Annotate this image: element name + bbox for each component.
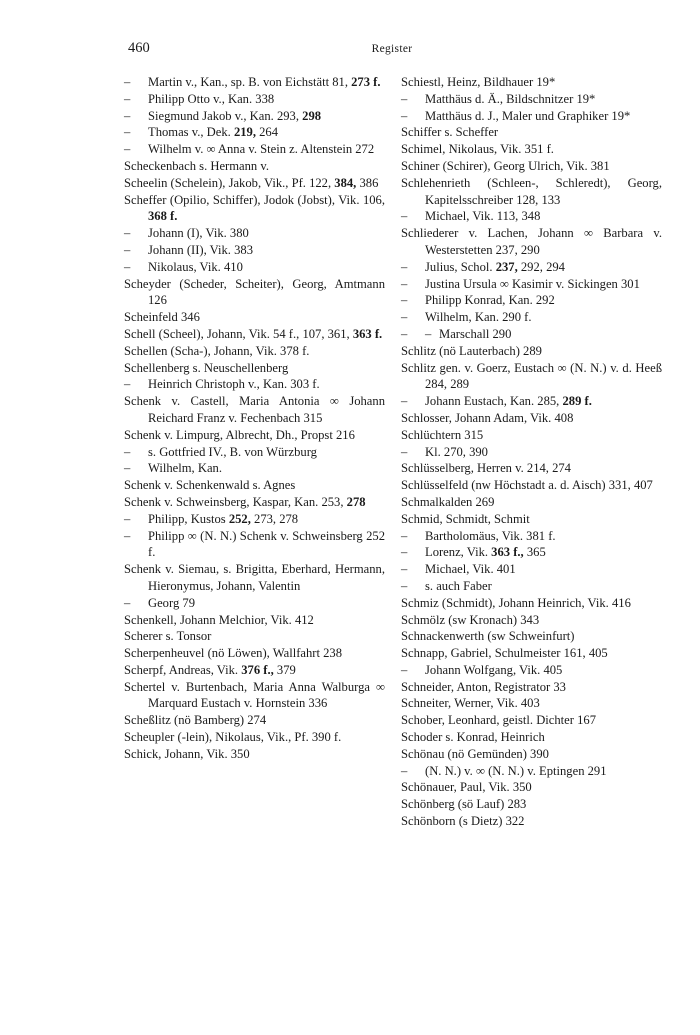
entry-text: Scheffer (Opilio, Schiffer), Jodok (Jobst), Vik. 106, [124,192,385,207]
entry-dash: – [401,763,408,778]
entry-page-ref-main: 368 f. [148,209,178,224]
index-entry [401,292,662,309]
entry-text: Schenk v. Limpurg, Albrecht, Dh., Propst 216 [124,427,355,442]
index-entry [124,276,385,310]
entry-text: Johann Eustach, Kan. 285, [425,394,563,409]
entry-text: Schönborn (s Dietz) 322 [401,814,525,829]
entry-text: Scherpenheuvel (nö Löwen), Wallfahrt 238 [124,646,343,661]
entry-dash: – [401,259,408,274]
entry-dash: – [401,293,408,308]
entry-text: Philipp, Kustos [148,511,229,526]
entry-page-ref-main: 376 f., [241,662,274,677]
entry-dash: – [124,125,131,140]
entry-text: Schneiter, Werner, Vik. 403 [401,696,540,711]
entry-dash: – [425,326,432,341]
entry-dash: – [124,259,131,274]
entry-text: Schlehenrieth (Schleen-, Schleredt), Georg, Kapitelsschreiber 128, 133 [401,175,662,207]
index-entry [401,695,662,712]
entry-dash: – [401,562,408,577]
entry-text: Scheinfeld 346 [124,310,200,325]
entry-text: Schmölz (sw Kronach) 343 [401,612,540,627]
index-entry [401,494,662,511]
index-entry [124,444,385,461]
running-title: Register [371,43,413,55]
entry-page-ref-main: 237, [495,259,518,274]
entry-text: Schenkell, Johann Melchior, Vik. 412 [124,612,314,627]
index-entry [401,763,662,780]
entry-dash: – [124,142,131,157]
index-entry [124,343,385,360]
entry-text: Schenk v. Siemau, s. Brigitta, Eberhard, Hermann, Hieronymus, Johann, Valentin [124,562,385,593]
index-entry [124,460,385,477]
index-entry [124,528,385,562]
entry-dash: – [124,461,131,476]
index-entry [124,158,385,175]
entry-dash: – [124,528,131,543]
index-entry [401,679,662,696]
entry-text: Schlüsselberg, Herren v. 214, 274 [401,461,571,476]
entry-text: Martin v., Kan., sp. B. von Eichstätt 81, [148,75,352,89]
index-entry [124,376,385,393]
index-entry [401,108,662,125]
index-entry [401,544,662,561]
index-entry [401,444,662,461]
entry-text: Schmid, Schmidt, Schmit [401,511,530,526]
entry-text: Schellenberg s. Neuschellenberg [124,360,289,375]
entry-text: Marschall 290 [439,326,512,341]
entry-text: Johann Wolfgang, Vik. 405 [425,662,563,677]
entry-text: Schönberg (sö Lauf) 283 [401,797,527,812]
index-entry [401,712,662,729]
index-entry [124,393,385,427]
entry-text: (N. N.) v. ∞ (N. N.) v. Eptingen 291 [425,763,607,778]
entry-text: Wilhelm v. ∞ Anna v. Stein z. Altenstein 272 [148,142,375,157]
entry-dash: – [401,276,408,291]
entry-text: Schlitz gen. v. Goerz, Eustach ∞ (N. N.) v. d. Heeß 284, 289 [401,360,662,392]
page-number: 460 [128,40,150,56]
index-entry [401,343,662,360]
index-entry [401,477,662,494]
entry-text: Schönau (nö Gemünden) 390 [401,746,549,761]
entry-dash: – [124,595,131,610]
entry-text: Schiestl, Heinz, Bildhauer 19* [401,75,556,89]
index-entry [401,645,662,662]
entry-page-ref-main: 252, [228,511,251,526]
entry-dash: – [124,108,131,123]
entry-page-ref-main: 278 [346,494,366,509]
entry-text: Schlosser, Johann Adam, Vik. 408 [401,410,574,425]
index-entry [124,612,385,629]
index-entry [401,779,662,796]
entry-text: Schnapp, Gabriel, Schulmeister 161, 405 [401,646,608,661]
entry-page-ref-main: 289 f. [562,394,592,409]
index-entry [124,91,385,108]
entry-page-ref-main: 298 [302,108,322,123]
entry-text: Scheupler (-lein), Nikolaus, Vik., Pf. 390 f. [124,730,342,745]
entry-text: Johann (II), Vik. 383 [148,242,253,257]
index-entry [401,309,662,326]
index-entry [401,612,662,629]
index-entry [124,225,385,242]
entry-dash: – [401,91,408,106]
entry-text: Michael, Vik. 401 [425,562,516,577]
entry-text: s. Gottfried IV., B. von Würzburg [148,444,317,459]
entry-text: Scherer s. Tonsor [124,629,212,644]
entry-text: Thomas v., Dek. [148,125,234,140]
index-entry [401,746,662,763]
entry-text: Schönauer, Paul, Vik. 350 [401,780,532,795]
entry-text: Schiner (Schirer), Georg Ulrich, Vik. 381 [401,158,610,173]
index-column-right [401,74,662,830]
index-entry [124,175,385,192]
entry-text: 264 [255,125,279,140]
entry-text: Schimel, Nikolaus, Vik. 351 f. [401,142,554,157]
entry-dash: – [401,444,408,459]
entry-text: Schlüsselfeld (nw Höchstadt a. d. Aisch) 331, 407 [401,478,653,493]
entry-page-ref-main: 384, [334,175,357,190]
entry-page-ref-main: 363 f. [352,326,383,341]
index-entry [124,746,385,763]
entry-text: Scheßlitz (nö Bamberg) 274 [124,713,267,728]
entry-page-ref-main: 219, [233,125,256,140]
index-entry [401,628,662,645]
entry-dash: – [401,662,408,677]
entry-text: Matthäus d. Ä., Bildschnitzer 19* [425,91,596,106]
entry-text: 386 [356,175,379,190]
index-entry [401,259,662,276]
entry-dash: – [401,326,408,341]
entry-dash: – [401,528,408,543]
index-entry [124,360,385,377]
index-entry [124,712,385,729]
index-entry [401,175,662,209]
index-entry [401,427,662,444]
entry-dash: – [124,377,131,392]
index-entry [124,192,385,226]
index-entry [401,511,662,528]
entry-text: Justina Ursula ∞ Kasimir v. Sickingen 301 [425,276,640,291]
entry-text: Schmiz (Schmidt), Johann Heinrich, Vik. 416 [401,595,631,610]
index-entry [401,813,662,830]
entry-text: Heinrich Christoph v., Kan. 303 f. [148,377,320,392]
entry-dash: – [124,444,131,459]
entry-text: Philipp ∞ (N. N.) Schenk v. Schweinsberg 252 f. [148,528,385,560]
index-entry [124,108,385,125]
index-entry [124,259,385,276]
index-entry [124,326,385,343]
index-column-left [124,74,385,763]
entry-dash: – [401,108,408,123]
entry-text: Schober, Leonhard, geistl. Dichter 167 [401,713,596,728]
entry-text: Schneider, Anton, Registrator 33 [401,679,566,694]
index-entry [401,460,662,477]
index-entry [401,578,662,595]
entry-page-ref-main: 363 f., [491,545,524,560]
entry-text: Lorenz, Vik. [425,545,492,560]
index-entry [401,729,662,746]
index-entry [124,124,385,141]
entry-text: 365 [523,545,546,560]
index-entry [124,494,385,511]
index-entry [401,393,662,410]
entry-text: 379 [273,662,296,677]
entry-text: Schenk v. Schenkenwald s. Agnes [124,478,296,493]
entry-text: Nikolaus, Vik. 410 [148,259,243,274]
entry-dash: – [124,75,131,89]
index-entry [124,477,385,494]
index-entry [401,528,662,545]
entry-dash: – [124,242,131,257]
entry-text: Bartholomäus, Vik. 381 f. [425,528,556,543]
index-entry [401,561,662,578]
entry-text: Schmalkalden 269 [401,494,495,509]
entry-text: Kl. 270, 390 [425,444,488,459]
entry-dash: – [401,545,408,560]
entry-text: Schnackenwerth (sw Schweinfurt) [401,629,575,644]
index-entry [124,141,385,158]
entry-dash: – [401,394,408,409]
entry-dash: – [124,226,131,241]
entry-text: Scheyder (Scheder, Scheiter), Georg, Amtmann 126 [124,276,385,308]
entry-text: Wilhelm, Kan. 290 f. [425,310,532,325]
entry-text: s. auch Faber [425,578,492,593]
entry-dash: – [401,578,408,593]
entry-text: Scherpf, Andreas, Vik. [124,662,242,677]
index-entry [401,91,662,108]
entry-text: 273, 278 [250,511,299,526]
index-entry [401,360,662,394]
index-entry [401,208,662,225]
entry-text: Schoder s. Konrad, Heinrich [401,730,545,745]
entry-text: Georg 79 [148,595,195,610]
index-entry [124,242,385,259]
entry-text: Michael, Vik. 113, 348 [425,209,541,224]
index-entry [401,276,662,293]
entry-text: Siegmund Jakob v., Kan. 293, [148,108,303,123]
index-entry [124,679,385,713]
index-entry [401,225,662,259]
entry-text: Scheckenbach s. Hermann v. [124,158,270,173]
entry-text: Matthäus d. J., Maler und Graphiker 19* [425,108,631,123]
index-entry [401,595,662,612]
index-entry [124,74,385,91]
entry-text: Schlüchtern 315 [401,427,484,442]
index-entry [401,326,662,343]
entry-text: Philipp Konrad, Kan. 292 [425,293,555,308]
entry-text: Schlitz (nö Lauterbach) 289 [401,343,542,358]
index-entry [401,124,662,141]
index-entry [124,645,385,662]
entry-text: Johann (I), Vik. 380 [148,226,249,241]
entry-text: Schliederer v. Lachen, Johann ∞ Barbara v. Westerstetten 237, 290 [401,226,662,257]
entry-text: Schiffer s. Scheffer [401,125,499,140]
index-entry [124,511,385,528]
entry-text: Schertel v. Burtenbach, Maria Anna Walburga ∞ Marquard Eustach v. Hornstein 336 [124,679,385,711]
entry-text: 292, 294 [517,259,565,274]
index-entry [401,74,662,91]
index-entry [124,729,385,746]
entry-text: Schenk v. Schweinsberg, Kaspar, Kan. 253, [124,494,347,509]
entry-dash: – [401,209,408,224]
index-entry [124,427,385,444]
index-entry [124,309,385,326]
entry-dash: – [401,310,408,325]
entry-text: Schenk v. Castell, Maria Antonia ∞ Johann Reichard Franz v. Fechenbach 315 [124,394,385,425]
index-entry [401,796,662,813]
entry-page-ref-main: 273 f. [351,75,381,89]
entry-dash: – [124,511,131,526]
entry-text: Julius, Schol. [425,259,496,274]
index-entry [401,410,662,427]
index-entry [124,561,385,595]
entry-text: Scheelin (Schelein), Jakob, Vik., Pf. 122, [124,175,335,190]
entry-text: Wilhelm, Kan. [148,461,222,476]
entry-dash: – [124,91,131,106]
entry-text: Schellen (Scha-), Johann, Vik. 378 f. [124,343,310,358]
index-entry [401,158,662,175]
index-entry [124,595,385,612]
entry-text: Schick, Johann, Vik. 350 [124,746,250,761]
index-entry [124,628,385,645]
index-entry [401,662,662,679]
index-entry [124,662,385,679]
entry-text: Schell (Scheel), Johann, Vik. 54 f., 107, 361, [124,326,353,341]
entry-text: Philipp Otto v., Kan. 338 [148,91,275,106]
index-entry [401,141,662,158]
